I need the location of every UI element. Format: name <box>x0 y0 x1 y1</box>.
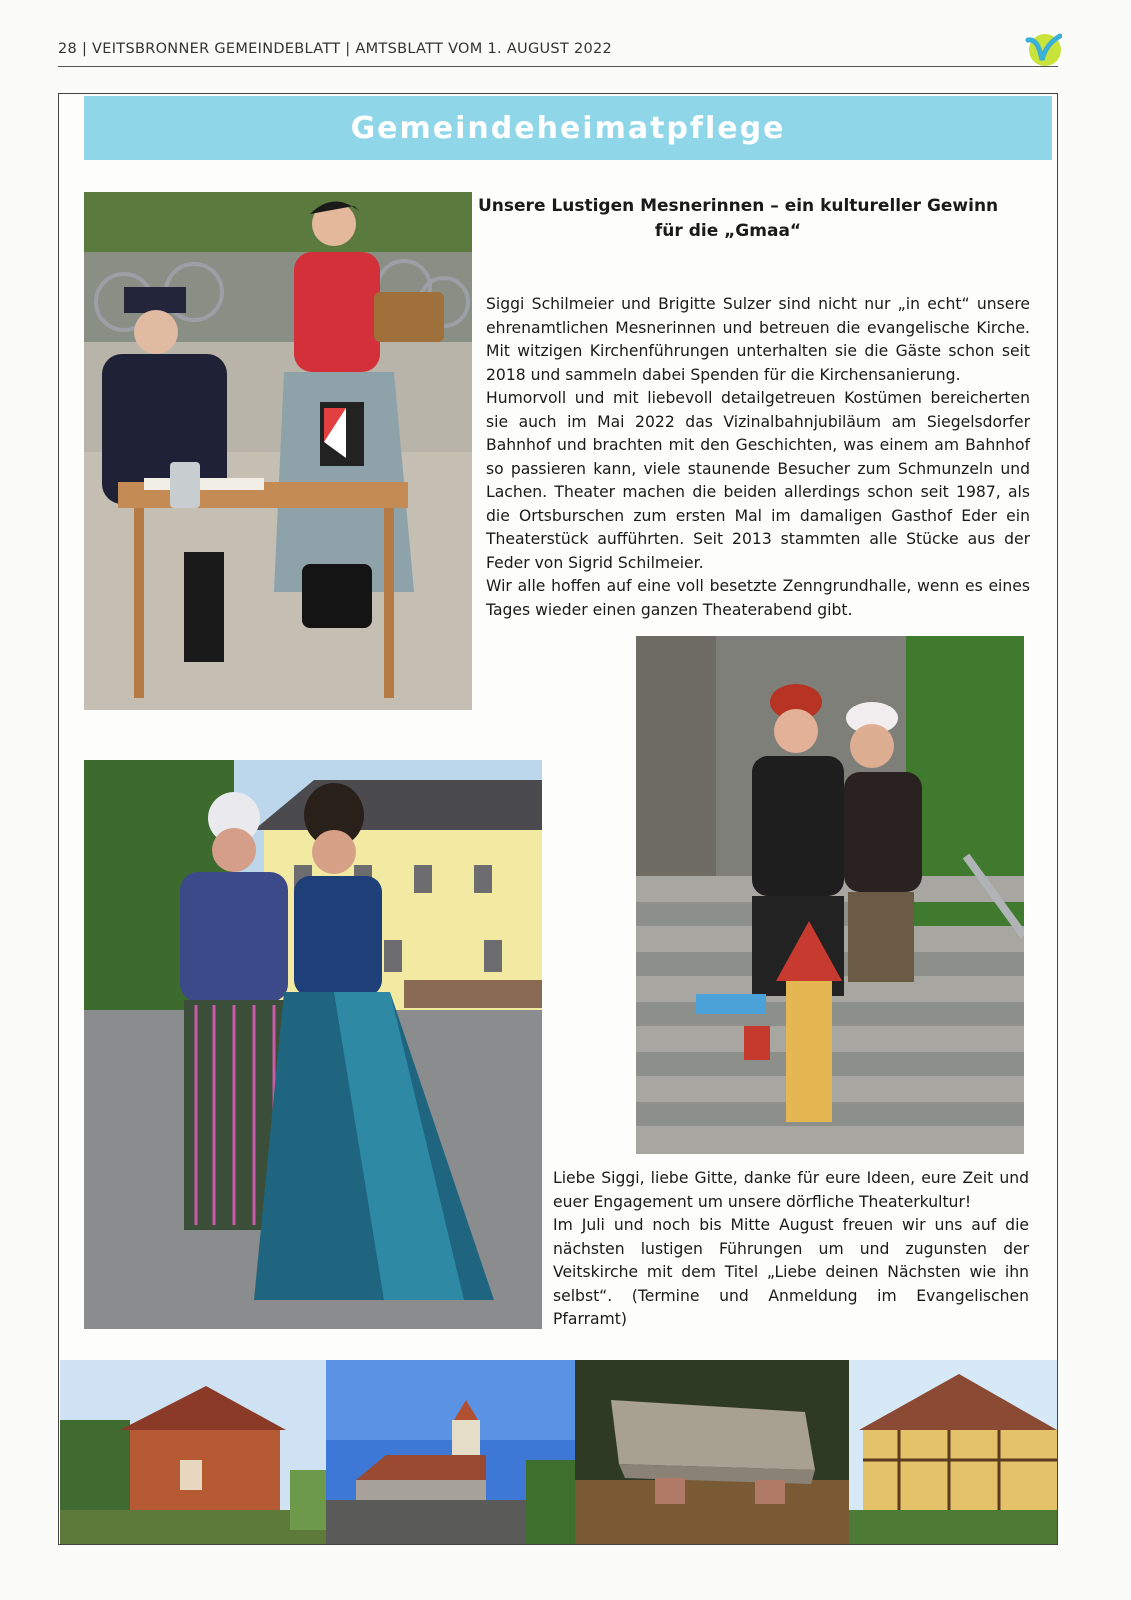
running-head: 28 | VEITSBRONNER GEMEINDEBLATT | AMTSBLATT VOM 1. AUGUST 2022 <box>58 41 613 57</box>
stone-monument-photo <box>575 1360 849 1544</box>
historic-dress-costume-photo <box>84 760 542 1329</box>
header-rule <box>58 66 1058 67</box>
article-paragraph: Humorvoll und mit liebevoll detailgetreuen Kostümen bereicherten sie auch im Mai 2022 das Vizinalbahnjubiläum am Siegelsdorfer Bahnhof und brachten mit den Geschichten, was einem am Bahnhof so passieren kann, viele staunende Besucher zum Schmunzeln und Lachen. Theater machen die beiden allerdings schon seit 1987, als die Ortsburschen zum ersten Mal im damaligen Gasthof Eder ein Theaterstück aufführten. Seit 2013 stammten alle Stücke aus der Feder von Sigrid Schilmeier. <box>486 389 1030 572</box>
church-tower-photo <box>326 1360 575 1544</box>
railway-station-photo <box>60 1360 326 1544</box>
closing-paragraph: Liebe Siggi, liebe Gitte, danke für eure Ideen, eure Zeit und euer Engagement um unsere dörfliche Theaterkultur! <box>553 1169 1029 1211</box>
article-paragraph: Wir alle hoffen auf eine voll besetzte Zenngrundhalle, wenn es eines Tages wieder einen ganzen Theaterabend gibt. <box>486 577 1030 619</box>
article-title <box>478 194 999 244</box>
article-body <box>486 293 1030 622</box>
article-title-line2: für die „Gmaa“ <box>654 221 802 241</box>
veitsbronn-logo-icon <box>1022 30 1062 70</box>
article-paragraph: Siggi Schilmeier und Brigitte Sulzer sind nicht nur „in echt“ unsere ehrenamtlichen Mesnerinnen und betreuen die evangelische Kirche. Mit witzigen Kirchenführungen unterhalten sie die Gäste schon seit 2018 und sammeln dabei Spenden für die Kirchensanierung. <box>486 295 1030 384</box>
church-stairs-photo <box>636 636 1024 1154</box>
half-timbered-house-photo <box>849 1360 1057 1544</box>
closing-paragraph: Im Juli und noch bis Mitte August freuen wir uns auf die nächsten lustigen Führungen um und zugunsten der Veitskirche mit dem Titel „Liebe deinen Nächsten wie ihn selbst“. (Termine und Anmeldung im Evangelischen Pfarramt) <box>553 1216 1029 1328</box>
article-title-line1: Unsere Lustigen Mesnerinnen – ein kultureller Gewinn <box>478 196 999 216</box>
section-title: Gemeindeheimatpflege <box>350 110 786 146</box>
section-banner <box>84 96 1052 160</box>
closing-text <box>553 1167 1029 1332</box>
railway-conductor-costume-photo <box>84 192 472 710</box>
